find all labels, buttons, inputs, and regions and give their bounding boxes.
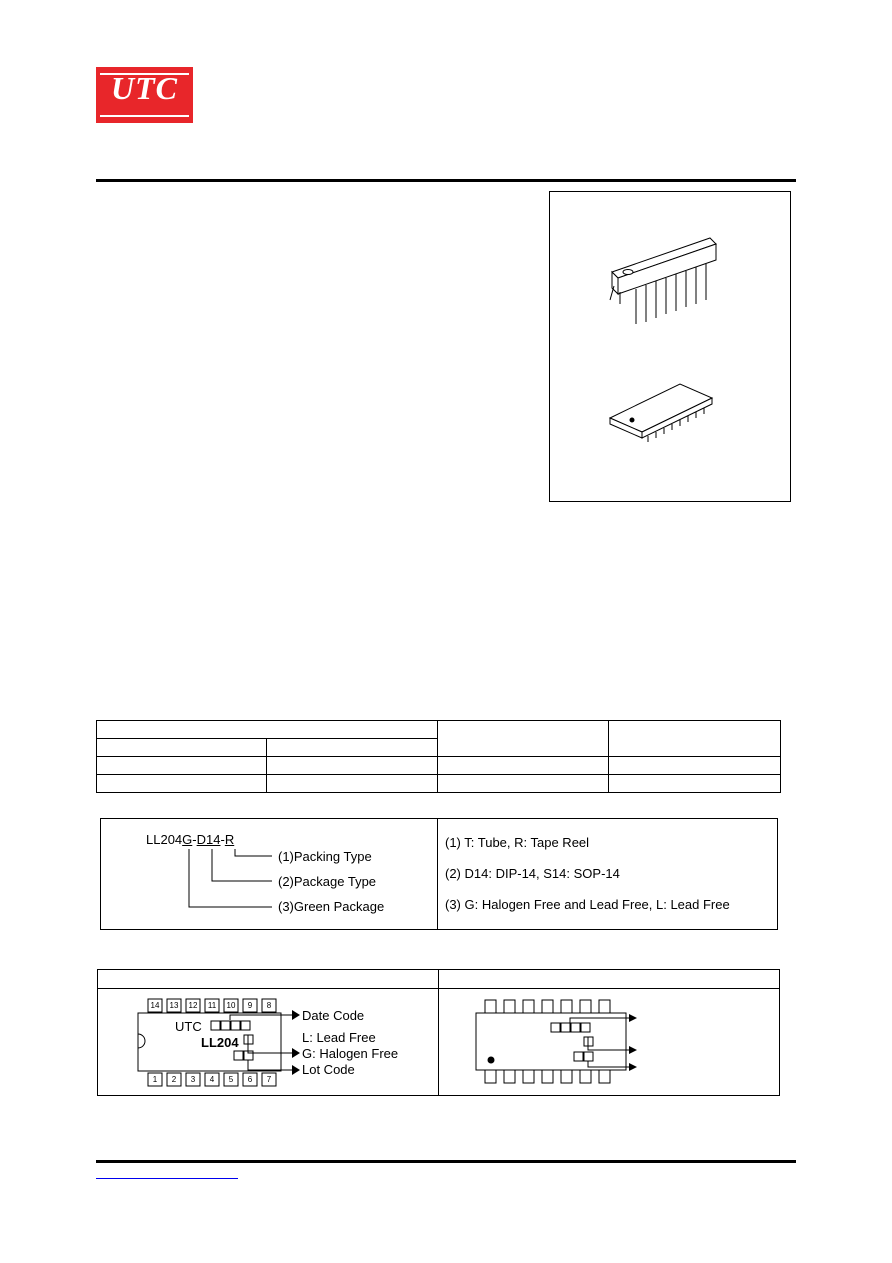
sop-pin xyxy=(561,1000,572,1013)
pin-number: 3 xyxy=(190,1075,196,1084)
packing-type-note: (1) T: Tube, R: Tape Reel xyxy=(445,835,590,850)
table-cell xyxy=(608,775,780,793)
chip-brand-text: UTC xyxy=(175,1019,202,1034)
logo-text: UTC xyxy=(111,70,178,106)
header-rule xyxy=(96,179,796,182)
sop-pin xyxy=(542,1000,553,1013)
table-cell xyxy=(97,739,267,757)
pin-number: 2 xyxy=(171,1075,177,1084)
date-code-label: Date Code xyxy=(302,1008,365,1023)
part-packing-code: R xyxy=(224,832,235,847)
table-row xyxy=(97,721,781,739)
decoder-leader-lines xyxy=(100,818,437,930)
pin-number: 6 xyxy=(247,1075,253,1084)
sop-pin xyxy=(485,1000,496,1013)
ordering-information-table xyxy=(96,720,781,793)
arrow-icon xyxy=(629,1063,637,1071)
table-cell xyxy=(267,739,437,757)
table-cell xyxy=(437,757,608,775)
lot-code-label: Lot Code xyxy=(302,1062,355,1077)
pin-number: 13 xyxy=(169,1001,179,1010)
sop-pin xyxy=(504,1070,515,1083)
part-dash: - xyxy=(192,832,197,847)
pin-number: 7 xyxy=(266,1075,272,1084)
green-package-note: (3) G: Halogen Free and Lead Free, L: Lead Free xyxy=(445,897,730,912)
pin1-dot xyxy=(488,1057,495,1064)
table-cell xyxy=(97,721,438,739)
sop-pin xyxy=(523,1070,534,1083)
lead-free-label: L: Lead Free xyxy=(302,1030,376,1045)
part-green-code: G xyxy=(182,832,193,847)
table-cell xyxy=(437,775,608,793)
package-type-note: (2) D14: DIP-14, S14: SOP-14 xyxy=(445,866,620,881)
footer-rule xyxy=(96,1160,796,1163)
table-cell xyxy=(608,721,780,757)
sop-pin xyxy=(580,1070,591,1083)
part-dash: - xyxy=(220,832,225,847)
dip14-package-image xyxy=(610,238,716,324)
sop-pin xyxy=(561,1070,572,1083)
table-row xyxy=(97,757,781,775)
package-illustrations xyxy=(550,192,792,503)
sop14-marking-diagram xyxy=(439,989,780,1095)
pin-number: 14 xyxy=(150,1001,160,1010)
pin-number: 10 xyxy=(226,1001,236,1010)
pin-number: 12 xyxy=(188,1001,198,1010)
package-image-box xyxy=(549,191,791,502)
sop-pin xyxy=(485,1070,496,1083)
pin-number: 5 xyxy=(228,1075,234,1084)
chip-part-text: LL204 xyxy=(201,1035,239,1050)
pin-number: 11 xyxy=(207,1001,217,1010)
sop-chip-body xyxy=(476,1013,626,1070)
sop-pin xyxy=(523,1000,534,1013)
table-cell xyxy=(97,775,267,793)
table-cell xyxy=(267,757,437,775)
part-base: LL204 xyxy=(146,832,183,847)
pin-number: 4 xyxy=(209,1075,215,1084)
sop-pin xyxy=(599,1000,610,1013)
packing-type-label: (1)Packing Type xyxy=(278,849,372,864)
pin-number: 1 xyxy=(152,1075,158,1084)
part-package-code: D14 xyxy=(196,832,221,847)
dip-pin-numbers xyxy=(97,989,438,1095)
package-type-label: (2)Package Type xyxy=(278,874,377,889)
table-cell xyxy=(97,757,267,775)
table-cell xyxy=(267,775,437,793)
decoder-divider xyxy=(437,818,438,930)
sop-pin xyxy=(542,1070,553,1083)
footer-link-underline[interactable] xyxy=(96,1178,238,1179)
pin-number: 9 xyxy=(247,1001,253,1010)
pin-number: 8 xyxy=(266,1001,272,1010)
sop14-package-image xyxy=(610,384,712,442)
table-cell xyxy=(437,721,608,757)
table-cell xyxy=(608,757,780,775)
halogen-free-label: G: Halogen Free xyxy=(302,1046,399,1061)
arrow-icon xyxy=(629,1046,637,1054)
arrow-icon xyxy=(629,1014,637,1022)
table-row xyxy=(97,775,781,793)
utc-logo xyxy=(96,67,193,123)
sop-pin xyxy=(504,1000,515,1013)
sop-pin xyxy=(599,1070,610,1083)
sop-pin xyxy=(580,1000,591,1013)
green-package-label: (3)Green Package xyxy=(278,899,385,914)
